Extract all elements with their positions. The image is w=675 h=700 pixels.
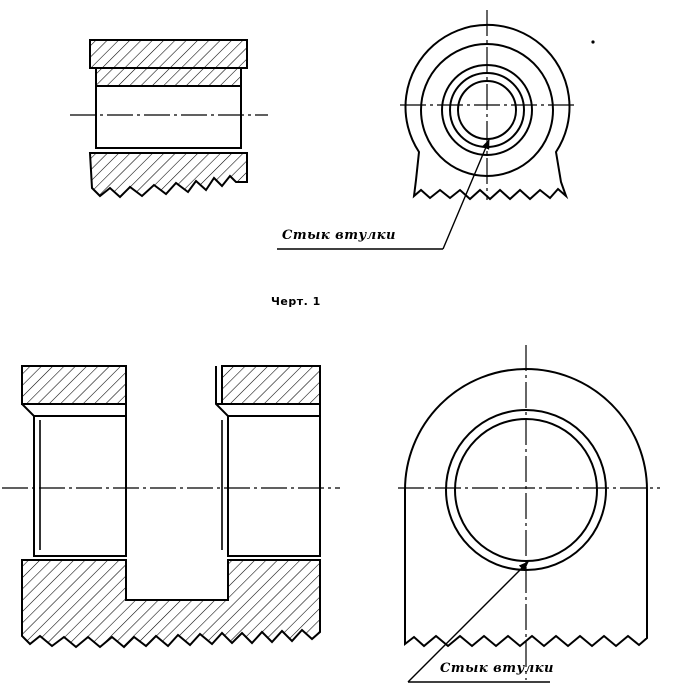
fig1-upper-bushing-hatch	[96, 68, 241, 86]
fig2-leader-label: Стык втулки	[440, 661, 554, 676]
fig2-right-upper-hatch	[222, 366, 320, 404]
fig2-section-view	[2, 366, 340, 647]
stray-mark	[591, 40, 594, 43]
fig1-upper-sleeve-hatch	[90, 40, 247, 68]
fig1-end-view	[277, 10, 575, 249]
fig1-lower-base-hatch	[90, 153, 247, 197]
fig2-left-upper-hatch	[22, 366, 126, 404]
fig1-leader-label: Стык втулки	[282, 228, 396, 243]
fig2-end-view	[398, 345, 660, 682]
fig1-section-view	[70, 40, 268, 197]
fig1-bore-outline	[96, 86, 241, 148]
figure-1-caption: Черт. 1	[271, 295, 321, 308]
fig2-groove-fill	[127, 561, 227, 599]
